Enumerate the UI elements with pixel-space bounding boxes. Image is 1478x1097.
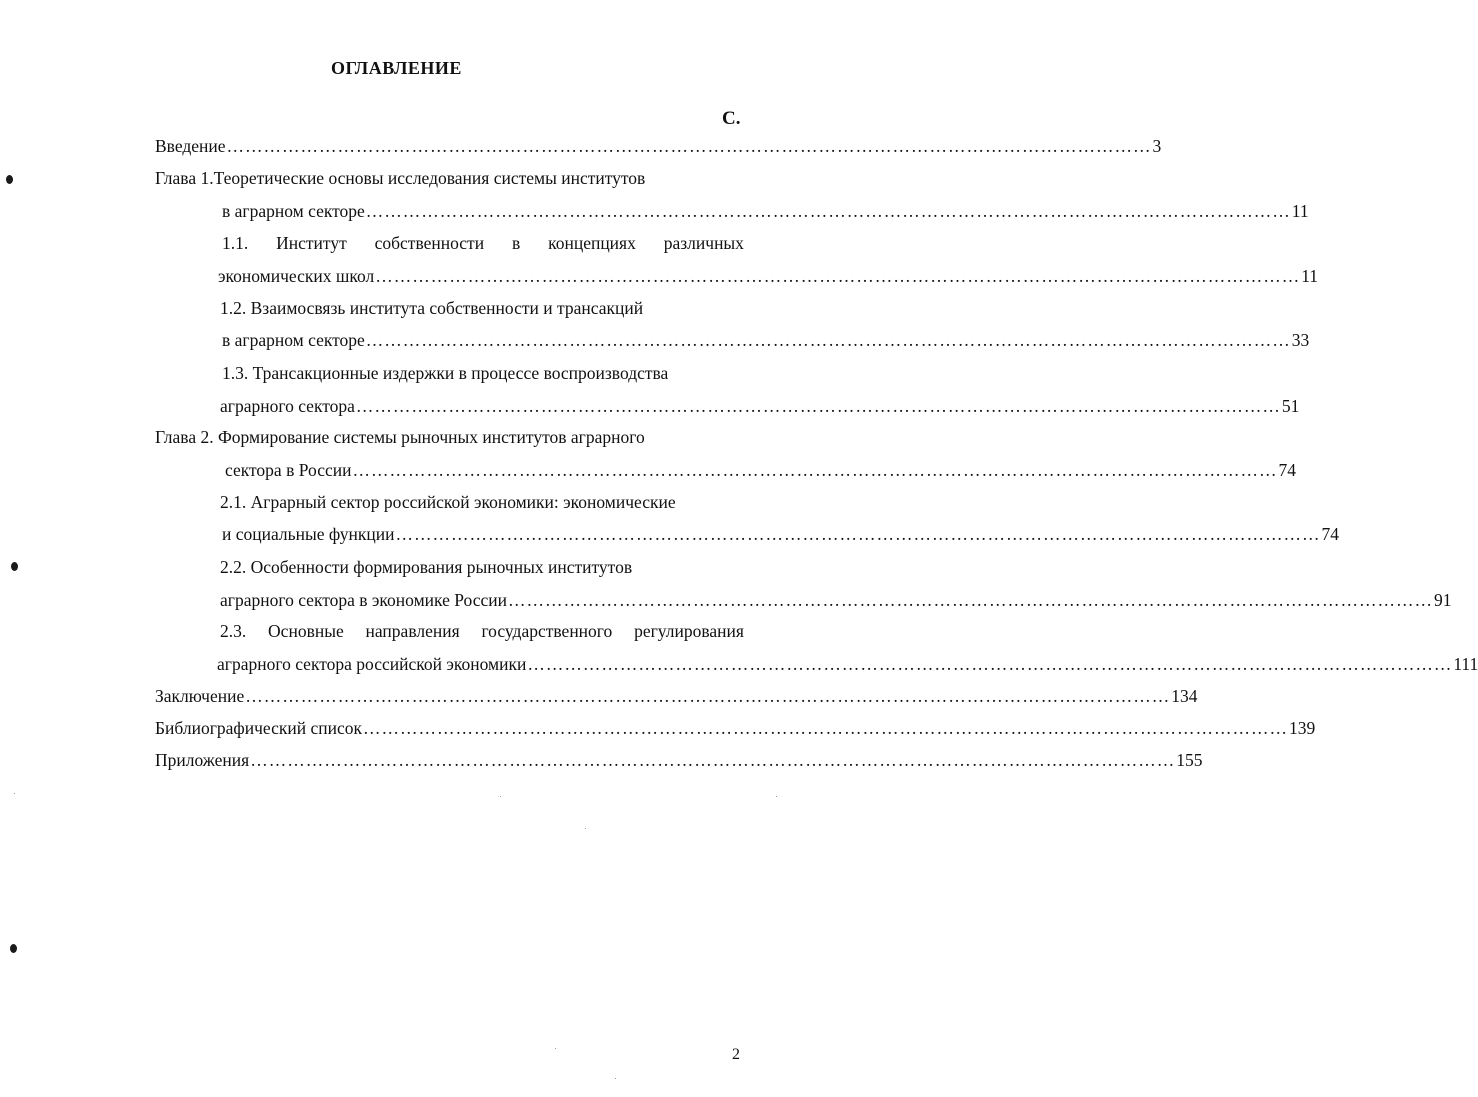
toc-page-number: 91 — [1433, 590, 1452, 610]
scan-speck — [615, 1078, 616, 1079]
toc-entry-section-1-2: в аграрном секторе …………………………………………………………………………………………………………………………………… 33 — [222, 330, 1310, 350]
toc-section-2-3-title: 2.3. Основные направления государственного регулирования — [220, 621, 744, 641]
toc-page-number: 74 — [1278, 460, 1296, 480]
toc-page-number: 111 — [1453, 654, 1478, 674]
toc-entry-section-1-1: экономических школ …………………………………………………………………………………………………………………………………… 11 — [218, 266, 1319, 286]
toc-entry-section-1-3: аграрного сектора …………………………………………………………………………………………………………………………………… 51 — [220, 396, 1300, 416]
scan-speck — [776, 796, 777, 797]
toc-entry-chapter-1: в аграрном секторе …………………………………………………………………………………………………………………………………… 11 — [222, 201, 1309, 221]
dot-leader: …………………………………………………………………………………………………………………………………… — [245, 686, 1171, 706]
page-number: 2 — [732, 1046, 740, 1063]
toc-page-number: 139 — [1289, 718, 1316, 738]
punch-hole-mark — [6, 175, 13, 184]
dot-leader: …………………………………………………………………………………………………………………………………… — [375, 266, 1301, 286]
dot-leader: …………………………………………………………………………………………………………………………………… — [507, 590, 1433, 610]
toc-entry-section-2-2: аграрного сектора в экономике России …………………………………………………………………………………………………………………………………… 91 — [220, 590, 1452, 610]
punch-hole-mark — [10, 944, 17, 953]
toc-section-1-1-title: 1.1. Институт собственности в концепциях различных — [222, 233, 744, 253]
toc-chapter-1-title: Глава 1.Теоретические основы исследования системы институтов — [155, 168, 646, 188]
scan-speck — [500, 796, 501, 797]
toc-entry-section-2-1: и социальные функции …………………………………………………………………………………………………………………………………… 74 — [222, 524, 1340, 544]
toc-page-number: 33 — [1291, 330, 1310, 350]
toc-entry-appendix: Приложения …………………………………………………………………………………………………………………………………… 155 — [155, 750, 1203, 770]
scan-speck — [555, 1048, 556, 1049]
scan-speck — [14, 793, 15, 794]
toc-entry-section-2-3: аграрного сектора российской экономики …………………………………………………………………………………………………………………………………… 111 — [217, 654, 1478, 674]
toc-page-number: 134 — [1171, 686, 1198, 706]
dot-leader: …………………………………………………………………………………………………………………………………… — [352, 460, 1278, 480]
toc-entry-intro: Введение …………………………………………………………………………………………………………………………………… 3 — [155, 136, 1162, 156]
dot-leader: …………………………………………………………………………………………………………………………………… — [395, 524, 1321, 544]
toc-entry-conclusion: Заключение …………………………………………………………………………………………………………………………………… 134 — [155, 686, 1198, 706]
page-title: ОГЛАВЛЕНИЕ — [331, 58, 462, 78]
dot-leader: …………………………………………………………………………………………………………………………………… — [226, 136, 1152, 156]
toc-page-number: 51 — [1281, 396, 1300, 416]
toc-page-number: 11 — [1301, 266, 1319, 286]
toc-section-1-3-title: 1.3. Трансакционные издержки в процессе воспроизводства — [222, 363, 669, 383]
dot-leader: …………………………………………………………………………………………………………………………………… — [250, 750, 1176, 770]
toc-section-2-1-title: 2.1. Аграрный сектор российской экономики: экономические — [220, 492, 676, 512]
toc-chapter-2-title: Глава 2. Формирование системы рыночных институтов аграрного — [155, 427, 645, 447]
dot-leader: …………………………………………………………………………………………………………………………………… — [365, 201, 1291, 221]
dot-leader: …………………………………………………………………………………………………………………………………… — [527, 654, 1453, 674]
toc-section-1-2-title: 1.2. Взаимосвязь института собственности и трансакций — [220, 298, 644, 318]
toc-section-2-2-title: 2.2. Особенности формирования рыночных институтов — [220, 557, 633, 577]
toc-page-number: 3 — [1152, 136, 1162, 156]
dot-leader: …………………………………………………………………………………………………………………………………… — [355, 396, 1281, 416]
page-column-label: С. — [722, 108, 741, 129]
toc-page-number: 155 — [1176, 750, 1203, 770]
dot-leader: …………………………………………………………………………………………………………………………………… — [363, 718, 1289, 738]
punch-hole-mark — [11, 562, 18, 571]
toc-entry-chapter-2: сектора в России …………………………………………………………………………………………………………………………………… 74 — [225, 460, 1296, 480]
scan-speck — [585, 828, 586, 829]
dot-leader: …………………………………………………………………………………………………………………………………… — [365, 330, 1291, 350]
toc-entry-bibliography: Библиографический список …………………………………………………………………………………………………………………………………… 139 — [155, 718, 1316, 738]
toc-page-number: 11 — [1291, 201, 1309, 221]
toc-page-number: 74 — [1321, 524, 1340, 544]
